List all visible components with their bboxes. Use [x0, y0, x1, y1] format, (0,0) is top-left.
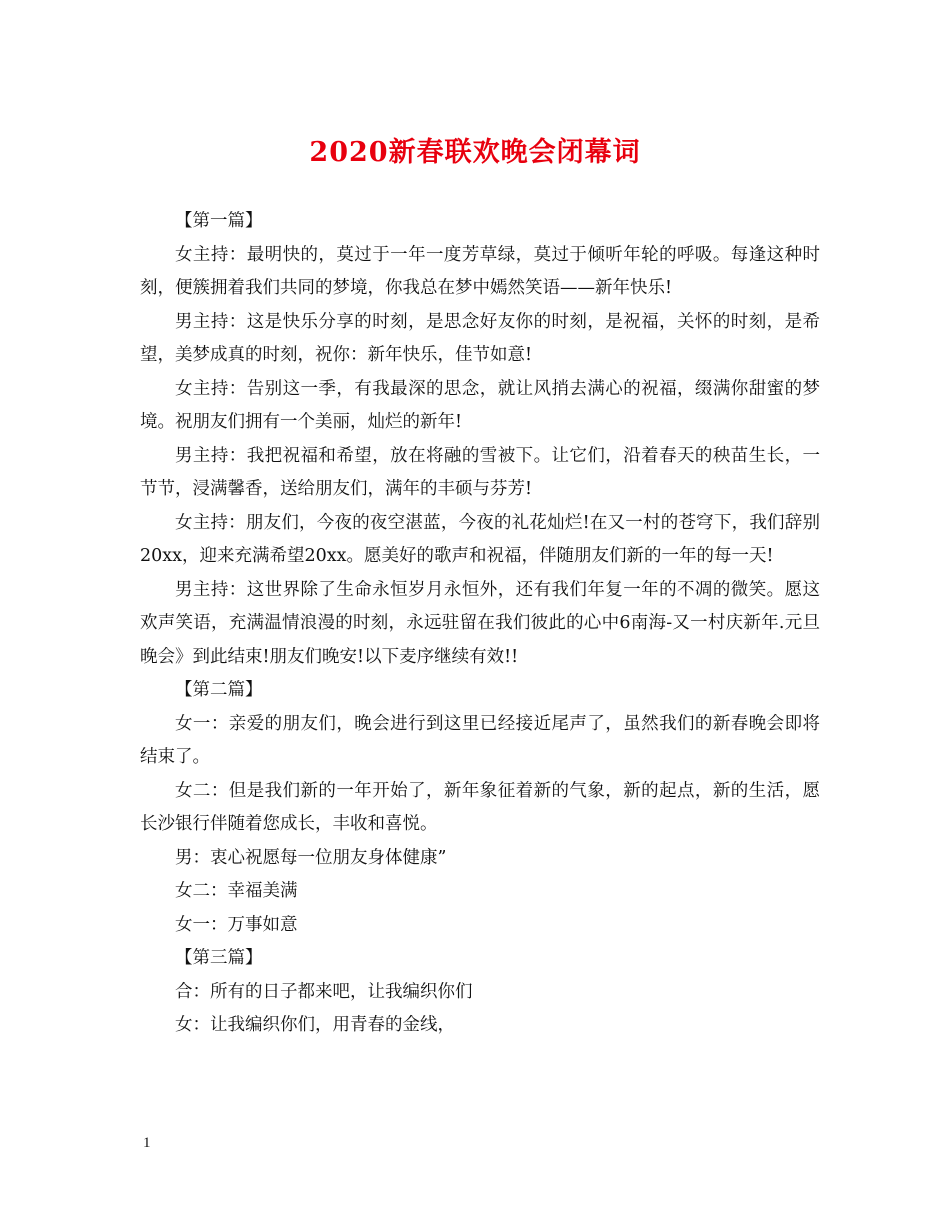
document-title: 2020新春联欢晚会闭幕词	[309, 137, 641, 168]
paragraph: 合：所有的日子都来吧，让我编织你们	[175, 981, 473, 1002]
paragraph: 女主持：朋友们，今夜的夜空湛蓝，今夜的礼花灿烂!在又一村的苍穹下，我们辞别20xx，迎来充满希望20xx。愿美好的歌声和祝福，伴随朋友们新的一年的每一天!	[140, 512, 820, 566]
paragraph: 女主持：告别这一季，有我最深的思念，就让风捎去满心的祝福，缀满你甜蜜的梦境。祝朋友们拥有一个美丽，灿烂的新年!	[140, 378, 820, 432]
paragraph: 女二：但是我们新的一年开始了，新年象征着新的气象，新的起点，新的生活，愿长沙银行伴随着您成长，丰收和喜悦。	[140, 780, 820, 834]
section-heading: 【第一篇】	[175, 211, 263, 231]
paragraph: 女二：幸福美满	[175, 881, 298, 901]
paragraph: 男主持：这世界除了生命永恒岁月永恒外，还有我们年复一年的不凋的微笑。愿这欢声笑语，充满温情浪漫的时刻，永远驻留在我们彼此的心中6南海-又一村庆新年.元旦晚会》到此结束!朋友们晚安!以下麦序继续有效!!	[140, 579, 820, 667]
paragraph: 男主持：我把祝福和希望，放在将融的雪被下。让它们，沿着春天的秧苗生长，一节节，浸满馨香，送给朋友们，满年的丰硕与芬芳!	[140, 445, 820, 499]
section-heading: 【第二篇】	[175, 680, 263, 700]
page-number: 1	[143, 1135, 151, 1151]
paragraph: 女主持：最明快的，莫过于一年一度芳草绿，莫过于倾听年轮的呼吸。每逢这种时刻，便簇拥着我们共同的梦境，你我总在梦中嫣然笑语——新年快乐!	[140, 244, 820, 298]
paragraph: 女一：万事如意	[175, 914, 298, 935]
paragraph: 女：让我编织你们，用青春的金线，	[175, 1015, 455, 1035]
section-heading: 【第三篇】	[175, 948, 263, 968]
paragraph: 男：衷心祝愿每一位朋友身体健康”	[175, 847, 447, 868]
paragraph: 女一：亲爱的朋友们，晚会进行到这里已经接近尾声了，虽然我们的新春晚会即将结束了。	[140, 713, 820, 767]
document-body	[140, 205, 820, 1043]
paragraph: 男主持：这是快乐分享的时刻，是思念好友你的时刻，是祝福，关怀的时刻，是希望，美梦成真的时刻，祝你：新年快乐，佳节如意!	[140, 311, 820, 365]
